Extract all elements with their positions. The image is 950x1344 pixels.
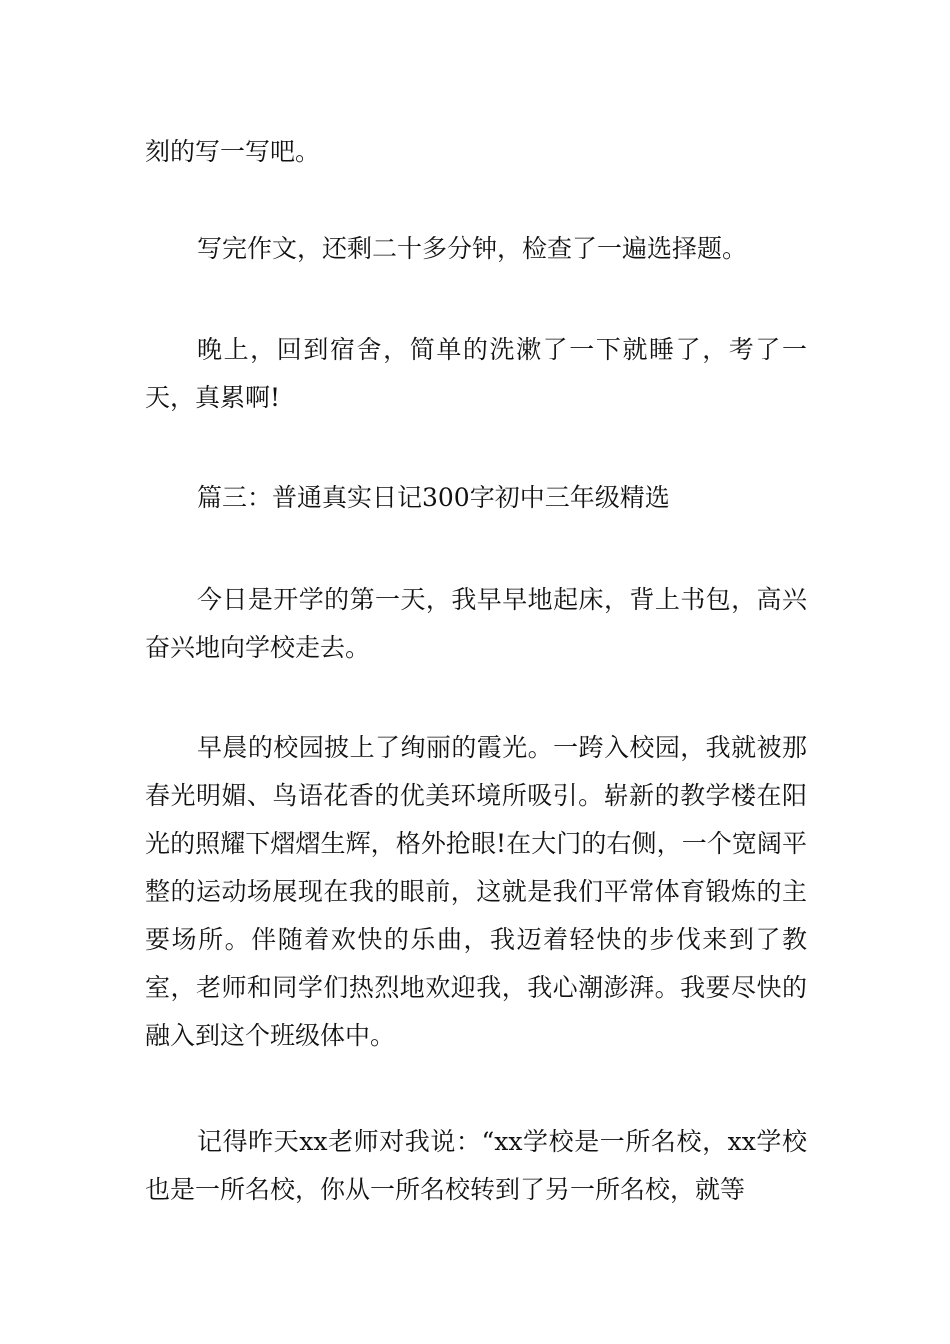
paragraph-evening: 晚上，回到宿舍，简单的洗漱了一下就睡了，考了一天，真累啊! (145, 335, 807, 412)
section-heading: 篇三：普通真实日记300字初中三年级精选 (197, 483, 670, 512)
paragraph-continuation: 刻的写一写吧。 (145, 137, 321, 166)
paragraph-essay-finished: 写完作文，还剩二十多分钟，检查了一遍选择题。 (197, 234, 748, 263)
paragraph-teacher-quote: 记得昨天xx老师对我说：“xx学校是一所名校，xx学校也是一所名校，你从一所名校转到了另一所名校，就等 (145, 1127, 807, 1204)
paragraph-campus: 早晨的校园披上了绚丽的霞光。一跨入校园，我就被那春光明媚、鸟语花香的优美环境所吸引。崭新的教学楼在阳光的照耀下熠熠生辉，格外抢眼!在大门的右侧，一个宽阔平整的运动场展现在我的眼前，这就是我们平常体育锻炼的主要场所。伴随着欢快的乐曲，我迈着轻快的步伐来到了教室，老师和同学们热烈地欢迎我，我心潮澎湃。我要尽快的融入到这个班级体中。 (145, 733, 807, 1050)
paragraph-first-day: 今日是开学的第一天，我早早地起床，背上书包，高兴奋兴地向学校走去。 (145, 585, 807, 662)
